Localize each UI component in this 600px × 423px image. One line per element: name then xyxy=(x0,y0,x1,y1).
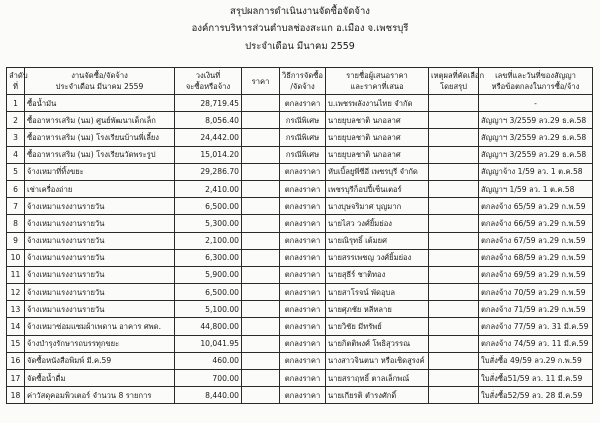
row-contract: สัญญาฯ 3/2559 ลว.29 ธ.ค.58 xyxy=(479,146,593,163)
row-item: ซื้ออาหารเสริม (นม) โรงเรียนวัดพระรูป xyxy=(25,146,175,163)
table-row xyxy=(7,112,593,129)
row-bidder: นายสาโรจน์ พัดอุบล xyxy=(326,284,429,301)
row-median xyxy=(242,146,280,163)
row-amount: 44,800.00 xyxy=(175,318,242,335)
row-contract: ตกลงจ้าง 65/59 ลว.29 ก.พ.59 xyxy=(479,198,593,215)
row-item: ซื้อน้ำมัน xyxy=(25,95,175,112)
row-median xyxy=(242,266,280,283)
row-median xyxy=(242,129,280,146)
table-row xyxy=(7,95,593,112)
header-method: วิธีการจัดซื้อ /จัดจ้าง xyxy=(280,68,326,95)
row-bidder: นายกิตติพงศ์ โพธิสุวรรณ xyxy=(326,335,429,352)
row-amount: 24,442.00 xyxy=(175,129,242,146)
row-contract: ใบสั่งซื้อ52/59 ลว. 28 มี.ค.59 xyxy=(479,387,593,404)
row-median xyxy=(242,180,280,197)
row-amount: 700.00 xyxy=(175,370,242,387)
row-contract: สัญญาจ้าง 1/59 ลว. 1 ต.ค.58 xyxy=(479,163,593,180)
row-item: จ้างเหมาแรงงานรายวัน xyxy=(25,301,175,318)
table-row xyxy=(7,318,593,335)
row-amount: 29,286.70 xyxy=(175,163,242,180)
row-amount: 2,100.00 xyxy=(175,232,242,249)
table-row xyxy=(7,266,593,283)
row-method: กรณีพิเศษ xyxy=(280,129,326,146)
row-bidder: นายยุบลชาติ นกอลาศ xyxy=(326,146,429,163)
row-median xyxy=(242,335,280,352)
row-method: ตกลงราคา xyxy=(280,335,326,352)
row-no: 18 xyxy=(7,387,25,404)
row-no: 17 xyxy=(7,370,25,387)
row-item: จ้างเหมาแรงงานรายวัน xyxy=(25,198,175,215)
row-reason xyxy=(429,318,479,335)
row-reason xyxy=(429,266,479,283)
row-item: จ้างเหมาแรงงานรายวัน xyxy=(25,232,175,249)
row-median xyxy=(242,112,280,129)
row-item: จัดซื้อหนังสือพิมพ์ มี.ค.59 xyxy=(25,352,175,369)
row-bidder: นายณิรุทธิ์ เต้มยศ xyxy=(326,232,429,249)
row-median xyxy=(242,95,280,112)
row-contract: ตกลงจ้าง 69/59 ลว.29 ก.พ.59 xyxy=(479,266,593,283)
document-title: สรุปผลการดำเนินงานจัดซื้อจัดจ้าง xyxy=(230,6,370,17)
row-item: จ้างเหมาแรงงานรายวัน xyxy=(25,215,175,232)
header-reason: เหตุผลที่คัดเลือก โดยสรุป xyxy=(429,68,479,95)
row-method: ตกลงราคา xyxy=(280,370,326,387)
row-bidder: นายเกียรติ ตำรงศักดิ์ xyxy=(326,387,429,404)
row-reason xyxy=(429,112,479,129)
row-bidder: นายสุธีร์ ชาติทอง xyxy=(326,266,429,283)
row-no: 10 xyxy=(7,249,25,266)
table-row xyxy=(7,301,593,318)
row-method: ตกลงราคา xyxy=(280,249,326,266)
row-item: ซื้ออาหารเสริม (นม) ศูนย์พัฒนาเด็กเล็ก xyxy=(25,112,175,129)
row-reason xyxy=(429,198,479,215)
row-median xyxy=(242,301,280,318)
row-reason xyxy=(429,232,479,249)
row-amount: 8,056.40 xyxy=(175,112,242,129)
row-bidder: นายยุบลชาติ นกอลาศ xyxy=(326,129,429,146)
row-contract: ตกลงจ้าง 66/59 ลว.29 ก.พ.59 xyxy=(479,215,593,232)
row-method: ตกลงราคา xyxy=(280,163,326,180)
row-contract: ใบสั่งซื้อ51/59 ลว. 11 มี.ค.59 xyxy=(479,370,593,387)
row-bidder: นายวิชัย มีทรัพย์ xyxy=(326,318,429,335)
row-amount: 5,100.00 xyxy=(175,301,242,318)
row-no: 14 xyxy=(7,318,25,335)
row-item: จ้างเหมาแรงงานรายวัน xyxy=(25,249,175,266)
header-no: ลำดับ ที่ xyxy=(7,68,25,95)
row-reason xyxy=(429,215,479,232)
row-no: 11 xyxy=(7,266,25,283)
row-method: ตกลงราคา xyxy=(280,301,326,318)
row-method: ตกลงราคา xyxy=(280,387,326,404)
row-contract: ใบสั่งซื้อ 49/59 ลว.29 ก.พ.59 xyxy=(479,352,593,369)
table-row xyxy=(7,387,593,404)
header-budget: วงเงินที่ จะซื้อหรือจ้าง xyxy=(175,68,242,95)
row-median xyxy=(242,163,280,180)
row-no: 2 xyxy=(7,112,25,129)
row-item: จ้างเหมาแรงงานรายวัน xyxy=(25,266,175,283)
row-no: 15 xyxy=(7,335,25,352)
row-bidder: นางบุษจริมาศ บุญมาก xyxy=(326,198,429,215)
header-bidders: รายชื่อผู้เสนอราคา และราคาที่เสนอ xyxy=(326,68,429,95)
row-no: 16 xyxy=(7,352,25,369)
row-bidder: นายสราฤทธิ์ ตาลเล็กพณ์ xyxy=(326,370,429,387)
row-no: 8 xyxy=(7,215,25,232)
row-amount: 6,500.00 xyxy=(175,198,242,215)
row-method: ตกลงราคา xyxy=(280,95,326,112)
header-contract: เลขที่และวันที่ของสัญญา หรือข้อตกลงในการซื้อ/จ้าง xyxy=(479,68,593,95)
row-no: 9 xyxy=(7,232,25,249)
table-row xyxy=(7,370,593,387)
row-reason xyxy=(429,163,479,180)
row-bidder: นายยุบลชาติ นกอลาศ xyxy=(326,112,429,129)
row-reason xyxy=(429,335,479,352)
row-method: ตกลงราคา xyxy=(280,198,326,215)
row-no: 7 xyxy=(7,198,25,215)
row-method: ตกลงราคา xyxy=(280,215,326,232)
table-row xyxy=(7,129,593,146)
row-bidder: นายศุภชัย หลีหลาย xyxy=(326,301,429,318)
row-method: ตกลงราคา xyxy=(280,352,326,369)
row-contract: สัญญาฯ 3/2559 ลว.29 ธ.ค.58 xyxy=(479,129,593,146)
row-method: ตกลงราคา xyxy=(280,318,326,335)
table-row xyxy=(7,249,593,266)
row-item: เช่าเครื่องถ่าย xyxy=(25,180,175,197)
row-no: 1 xyxy=(7,95,25,112)
table-row xyxy=(7,352,593,369)
row-median xyxy=(242,387,280,404)
row-amount: 6,500.00 xyxy=(175,284,242,301)
table-header-row xyxy=(7,68,593,95)
row-median xyxy=(242,370,280,387)
row-no: 13 xyxy=(7,301,25,318)
row-no: 12 xyxy=(7,284,25,301)
row-amount: 2,410.00 xyxy=(175,180,242,197)
row-item: จัดซื้อน้ำดื่ม xyxy=(25,370,175,387)
row-median xyxy=(242,215,280,232)
row-item: จ้างเหมาแรงงานรายวัน xyxy=(25,284,175,301)
row-item: ค่าวัสดุคอมพิวเตอร์ จำนวน 8 รายการ xyxy=(25,387,175,404)
row-contract: ตกลงจ้าง 68/59 ลว.29 ก.พ.59 xyxy=(479,249,593,266)
row-bidder: หับเบิ้ลยูพีซีอี เพชรบุรี จำกัด xyxy=(326,163,429,180)
row-method: ตกลงราคา xyxy=(280,266,326,283)
procurement-table xyxy=(6,67,593,404)
row-no: 3 xyxy=(7,129,25,146)
row-contract: ตกลงจ้าง 74/59 ลว. 11 มี.ค.59 xyxy=(479,335,593,352)
row-contract: สัญญาฯ 1/59 ลว. 1 ต.ค.58 xyxy=(479,180,593,197)
table-row xyxy=(7,232,593,249)
row-contract: สัญญาฯ 3/2559 ลว.29 ธ.ค.58 xyxy=(479,112,593,129)
row-amount: 8,440.00 xyxy=(175,387,242,404)
row-median xyxy=(242,318,280,335)
table-row xyxy=(7,163,593,180)
row-method: กรณีพิเศษ xyxy=(280,112,326,129)
table-row xyxy=(7,215,593,232)
row-bidder: นายสรรเพชญ วงศ์ยิ้มย่อง xyxy=(326,249,429,266)
row-no: 6 xyxy=(7,180,25,197)
report-period: ประจำเดือน มีนาคม 2559 xyxy=(245,41,355,52)
table-row xyxy=(7,335,593,352)
row-bidder: นายไสว วงศ์ยิ้มย่อง xyxy=(326,215,429,232)
table-row xyxy=(7,284,593,301)
row-contract: ตกลงจ้าง 71/59 ลว.29 ก.พ.59 xyxy=(479,301,593,318)
table-body xyxy=(7,95,593,404)
row-reason xyxy=(429,284,479,301)
header-median-price: ราคา xyxy=(242,68,280,95)
row-amount: 15,014.20 xyxy=(175,146,242,163)
row-median xyxy=(242,284,280,301)
row-bidder: เพชรบุรีก็อปปี้เซ็นเตอร์ xyxy=(326,180,429,197)
table-row xyxy=(7,198,593,215)
table-row xyxy=(7,180,593,197)
row-contract: ตกลงจ้าง 70/59 ลว.29 ก.พ.59 xyxy=(479,284,593,301)
row-item: จ้างเหมาซ่อมแซมผ้าเพดาน อาคาร ศพด. xyxy=(25,318,175,335)
row-median xyxy=(242,249,280,266)
row-reason xyxy=(429,180,479,197)
row-reason xyxy=(429,146,479,163)
row-median xyxy=(242,352,280,369)
row-bidder: นางสาวจินตนา หรือเชิดสูรงค์ xyxy=(326,352,429,369)
row-amount: 460.00 xyxy=(175,352,242,369)
row-contract: ตกลงจ้าง 77/59 ลว. 31 มี.ค.59 xyxy=(479,318,593,335)
row-amount: 6,300.00 xyxy=(175,249,242,266)
row-amount: 10,041.95 xyxy=(175,335,242,352)
header-work: งานจัดซื้อ/จัดจ้าง ประจำเดือน มีนาคม 2559 xyxy=(25,68,175,95)
row-reason xyxy=(429,387,479,404)
row-item: ซื้ออาหารเสริม (นม) โรงเรียนบ้านพี่เลี้ยง xyxy=(25,129,175,146)
row-reason xyxy=(429,301,479,318)
row-median xyxy=(242,198,280,215)
row-median xyxy=(242,232,280,249)
row-contract: ตกลงจ้าง 67/59 ลว.29 ก.พ.59 xyxy=(479,232,593,249)
row-reason xyxy=(429,129,479,146)
row-item: จ้างบำรุงรักษารถบรรทุกขยะ xyxy=(25,335,175,352)
row-method: ตกลงราคา xyxy=(280,232,326,249)
row-method: กรณีพิเศษ xyxy=(280,146,326,163)
row-contract: - xyxy=(479,95,593,112)
row-reason xyxy=(429,249,479,266)
row-reason xyxy=(429,370,479,387)
row-amount: 28,719.45 xyxy=(175,95,242,112)
row-reason xyxy=(429,95,479,112)
organization-name: องค์การบริหารส่วนตำบลช่องสะแก อ.เมือง จ.เพชรบุรี xyxy=(191,23,409,34)
row-method: ตกลงราคา xyxy=(280,284,326,301)
row-reason xyxy=(429,352,479,369)
row-amount: 5,300.00 xyxy=(175,215,242,232)
row-no: 5 xyxy=(7,163,25,180)
table-row xyxy=(7,146,593,163)
row-item: จ้างเหมาที่ทิ้งขยะ xyxy=(25,163,175,180)
row-no: 4 xyxy=(7,146,25,163)
row-amount: 5,900.00 xyxy=(175,266,242,283)
row-bidder: บ.เพชรพลังงานไทย จำกัด xyxy=(326,95,429,112)
row-method: ตกลงราคา xyxy=(280,180,326,197)
